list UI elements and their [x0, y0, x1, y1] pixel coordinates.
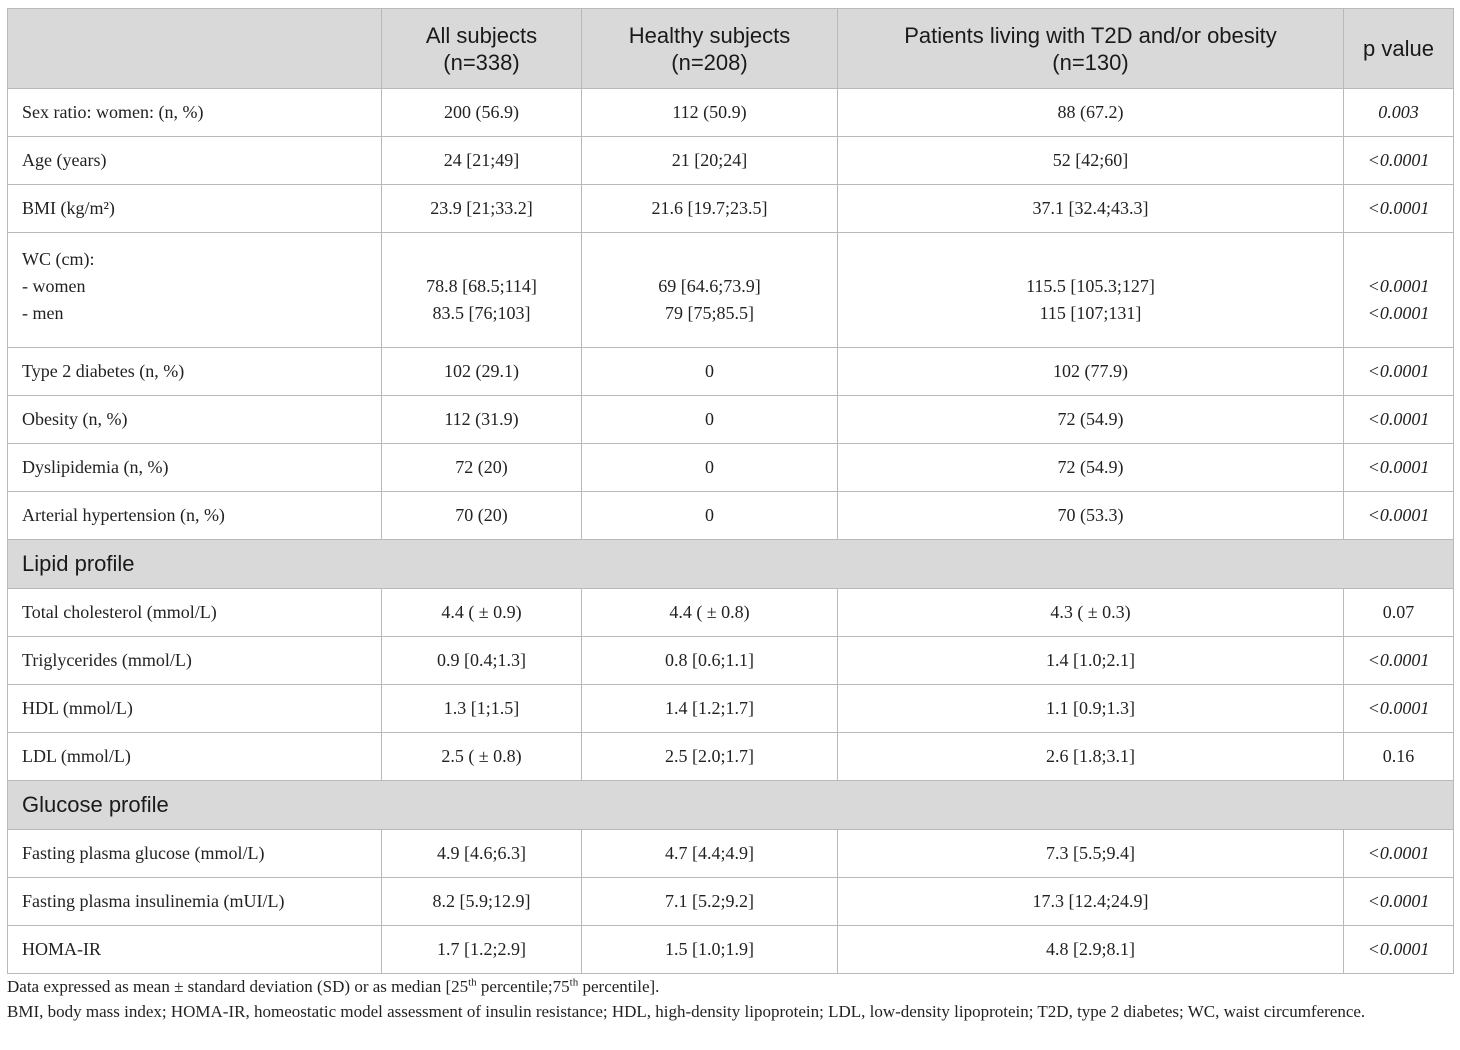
cell-healthy: 4.4 ( ± 0.8) — [582, 589, 838, 637]
table-row — [8, 492, 1454, 540]
row-label: HDL (mmol/L) — [8, 685, 382, 733]
cell-patients: 4.8 [2.9;8.1] — [838, 926, 1344, 974]
header-all-subjects: All subjects (n=338) — [382, 9, 582, 89]
cell-healthy: 2.5 [2.0;1.7] — [582, 733, 838, 781]
cell-healthy: 69 [64.6;73.9] 79 [75;85.5] — [582, 233, 838, 348]
table-row — [8, 396, 1454, 444]
cell-healthy: 1.5 [1.0;1.9] — [582, 926, 838, 974]
cell-patients: 4.3 ( ± 0.3) — [838, 589, 1344, 637]
table-row-wc — [8, 233, 1454, 348]
cell-p-value: <0.0001 — [1344, 926, 1454, 974]
cell-healthy: 0 — [582, 444, 838, 492]
cell-all: 1.3 [1;1.5] — [382, 685, 582, 733]
header-empty — [8, 9, 382, 89]
cell-healthy: 4.7 [4.4;4.9] — [582, 830, 838, 878]
table-container — [7, 8, 1453, 974]
cell-all: 2.5 ( ± 0.8) — [382, 733, 582, 781]
cell-healthy: 112 (50.9) — [582, 89, 838, 137]
cell-p-value: <0.0001 — [1344, 137, 1454, 185]
cell-patients: 70 (53.3) — [838, 492, 1344, 540]
section-title-glucose: Glucose profile — [8, 781, 1454, 830]
table-row — [8, 637, 1454, 685]
cell-p-value: <0.0001 — [1344, 685, 1454, 733]
row-label: Triglycerides (mmol/L) — [8, 637, 382, 685]
table-row — [8, 830, 1454, 878]
cell-p-value: 0.16 — [1344, 733, 1454, 781]
cell-patients: 72 (54.9) — [838, 396, 1344, 444]
cell-healthy: 1.4 [1.2;1.7] — [582, 685, 838, 733]
cell-all: 72 (20) — [382, 444, 582, 492]
cell-all: 24 [21;49] — [382, 137, 582, 185]
cell-p-value: 0.003 — [1344, 89, 1454, 137]
cell-patients: 1.4 [1.0;2.1] — [838, 637, 1344, 685]
section-row-glucose — [8, 781, 1454, 830]
cell-all: 8.2 [5.9;12.9] — [382, 878, 582, 926]
cell-patients: 2.6 [1.8;3.1] — [838, 733, 1344, 781]
table-row — [8, 444, 1454, 492]
header-healthy-subjects: Healthy subjects (n=208) — [582, 9, 838, 89]
row-label: Sex ratio: women: (n, %) — [8, 89, 382, 137]
table-row — [8, 185, 1454, 233]
header-row — [8, 9, 1454, 89]
header-p-value: p value — [1344, 9, 1454, 89]
cell-all: 70 (20) — [382, 492, 582, 540]
cell-p-value: <0.0001 — [1344, 878, 1454, 926]
row-label: BMI (kg/m²) — [8, 185, 382, 233]
table-row — [8, 348, 1454, 396]
row-label: Arterial hypertension (n, %) — [8, 492, 382, 540]
cell-patients: 102 (77.9) — [838, 348, 1344, 396]
row-label: Age (years) — [8, 137, 382, 185]
footnote-data-expression: Data expressed as mean ± standard deviation (SD) or as median [25th percentile;75th percentile]. — [7, 976, 660, 996]
cell-p-value: <0.0001 — [1344, 492, 1454, 540]
cell-patients: 88 (67.2) — [838, 89, 1344, 137]
cell-all: 23.9 [21;33.2] — [382, 185, 582, 233]
cell-patients: 115.5 [105.3;127] 115 [107;131] — [838, 233, 1344, 348]
cell-p-value: <0.0001 — [1344, 396, 1454, 444]
cell-p-value: <0.0001 — [1344, 185, 1454, 233]
cell-healthy: 0 — [582, 348, 838, 396]
section-row-lipid — [8, 540, 1454, 589]
table-row — [8, 89, 1454, 137]
cell-all: 4.9 [4.6;6.3] — [382, 830, 582, 878]
footnote-abbreviations: BMI, body mass index; HOMA-IR, homeostatic model assessment of insulin resistance; HDL, high-density lipoprotein; LDL, low-density lipoprotein; T2D, type 2 diabetes; WC, waist circumference. — [7, 1002, 1366, 1021]
cell-p-value: <0.0001 — [1344, 637, 1454, 685]
row-label: Total cholesterol (mmol/L) — [8, 589, 382, 637]
table-footnote — [7, 974, 1453, 1024]
table-row — [8, 137, 1454, 185]
cell-p-value: <0.0001 <0.0001 — [1344, 233, 1454, 348]
cell-all: 1.7 [1.2;2.9] — [382, 926, 582, 974]
cell-all: 200 (56.9) — [382, 89, 582, 137]
cell-patients: 52 [42;60] — [838, 137, 1344, 185]
cell-all: 102 (29.1) — [382, 348, 582, 396]
cell-all: 0.9 [0.4;1.3] — [382, 637, 582, 685]
cell-patients: 17.3 [12.4;24.9] — [838, 878, 1344, 926]
row-label: Type 2 diabetes (n, %) — [8, 348, 382, 396]
cell-healthy: 0.8 [0.6;1.1] — [582, 637, 838, 685]
cell-p-value: <0.0001 — [1344, 830, 1454, 878]
baseline-characteristics-table — [7, 8, 1454, 974]
cell-all: 4.4 ( ± 0.9) — [382, 589, 582, 637]
cell-healthy: 7.1 [5.2;9.2] — [582, 878, 838, 926]
cell-patients: 37.1 [32.4;43.3] — [838, 185, 1344, 233]
section-title-lipid: Lipid profile — [8, 540, 1454, 589]
row-label-wc: WC (cm): - women - men — [8, 233, 382, 348]
cell-healthy: 0 — [582, 396, 838, 444]
table-row — [8, 685, 1454, 733]
table-row — [8, 589, 1454, 637]
cell-healthy: 21.6 [19.7;23.5] — [582, 185, 838, 233]
row-label: Obesity (n, %) — [8, 396, 382, 444]
cell-patients: 1.1 [0.9;1.3] — [838, 685, 1344, 733]
row-label: HOMA-IR — [8, 926, 382, 974]
header-patients: Patients living with T2D and/or obesity (n=130) — [838, 9, 1344, 89]
cell-patients: 7.3 [5.5;9.4] — [838, 830, 1344, 878]
table-row — [8, 926, 1454, 974]
cell-p-value: 0.07 — [1344, 589, 1454, 637]
cell-healthy: 0 — [582, 492, 838, 540]
row-label: Dyslipidemia (n, %) — [8, 444, 382, 492]
table-row — [8, 733, 1454, 781]
row-label: Fasting plasma glucose (mmol/L) — [8, 830, 382, 878]
cell-all: 112 (31.9) — [382, 396, 582, 444]
table-row — [8, 878, 1454, 926]
row-label: Fasting plasma insulinemia (mUI/L) — [8, 878, 382, 926]
cell-all: 78.8 [68.5;114] 83.5 [76;103] — [382, 233, 582, 348]
cell-patients: 72 (54.9) — [838, 444, 1344, 492]
row-label: LDL (mmol/L) — [8, 733, 382, 781]
cell-p-value: <0.0001 — [1344, 348, 1454, 396]
cell-p-value: <0.0001 — [1344, 444, 1454, 492]
cell-healthy: 21 [20;24] — [582, 137, 838, 185]
